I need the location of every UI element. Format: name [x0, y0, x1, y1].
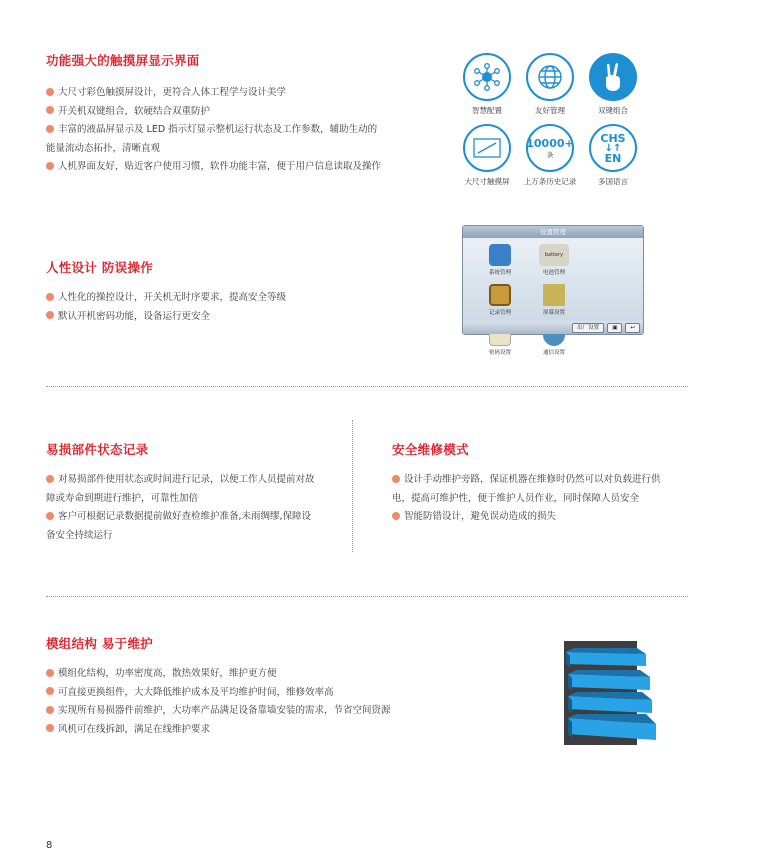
feature-multi-language	[578, 124, 648, 187]
feature-label: 双键组合	[598, 106, 628, 115]
section-heading-wear-parts-record: 易损部件状态记录	[46, 442, 149, 457]
divider	[46, 386, 688, 387]
feature-label: 友好管理	[535, 106, 565, 115]
vertical-divider	[352, 420, 353, 552]
bullet-dot-icon	[46, 162, 54, 170]
factory-settings-button: 出厂设置	[572, 323, 604, 333]
bullet-dot-icon	[46, 106, 54, 114]
feature-label: 上万条历史记录	[523, 177, 577, 186]
bullet-list-wear-parts-record	[46, 471, 318, 545]
bullet-dot-icon	[46, 687, 54, 695]
list-item: 默认开机密码功能，设备运行更安全	[46, 308, 386, 327]
list-item: 客户可根据记录数据提前做好查检维护准备,未雨绸缪,保障设备安全持续运行	[46, 511, 312, 541]
screen-app-battery: battery 电池管理	[527, 242, 581, 282]
record-book-icon	[489, 284, 511, 306]
feature-history-records	[515, 124, 585, 187]
module-cabinet-illustration	[562, 640, 662, 752]
screen-title: 设置管理	[463, 226, 643, 238]
screen-app-records: 记录管理	[473, 282, 527, 322]
list-item: 人机界面友好，贴近客户使用习惯，软件功能丰富，便于用户信息读取及操作	[46, 158, 382, 177]
bullet-list-safe-maintenance	[392, 471, 664, 527]
feature-friendly-management	[515, 53, 585, 116]
feature-smart-config	[452, 53, 522, 116]
list-item: 大尺寸彩色触摸屏设计，更符合人体工程学与设计美学	[46, 84, 382, 103]
list-item: 丰富的液晶屏显示及 LED 指示灯显示整机运行状态及工作参数，辅助生动的能量流动态拓扑，清晰直观	[46, 124, 378, 154]
screen-app-password: 密码设置	[473, 322, 527, 362]
records-counter-icon: 10000+ 条	[526, 124, 574, 172]
bullet-list-humanized-design	[46, 289, 386, 326]
two-finger-hand-icon	[589, 53, 637, 101]
list-item: 对易损部件使用状态或时间进行记录，以便工作人员提前对故障或寿命到期进行维护，可靠性加倍	[46, 474, 315, 504]
network-icon	[463, 53, 511, 101]
settings-screen-image	[462, 225, 644, 356]
bullet-dot-icon	[392, 512, 400, 520]
feature-dual-key	[578, 53, 648, 116]
list-item: 可直接更换组件，大大降低维护成本及平均维护时间，维修效率高	[46, 684, 466, 703]
battery-icon: battery	[539, 244, 569, 266]
feature-label: 大尺寸触摸屏	[464, 177, 510, 186]
screen-app-system: 系统管理	[473, 242, 527, 282]
system-folder-icon	[489, 244, 511, 266]
page-number: 8	[46, 840, 53, 851]
bullet-dot-icon	[46, 88, 54, 96]
monitor-icon	[543, 284, 565, 306]
feature-label: 多国语言	[598, 177, 628, 186]
list-item: 智能防错设计，避免误动造成的损失	[392, 508, 664, 527]
bullet-dot-icon	[46, 293, 54, 301]
bullet-list-touchscreen	[46, 84, 382, 177]
feature-large-touchscreen	[452, 124, 522, 187]
section-heading-modular-structure: 模组结构 易于维护	[46, 636, 154, 651]
bullet-list-modular-structure	[46, 665, 466, 739]
language-switch-icon: CHS ↓↑ EN	[589, 124, 637, 172]
bullet-dot-icon	[46, 311, 54, 319]
divider	[46, 596, 688, 597]
bullet-dot-icon	[392, 475, 400, 483]
feature-label: 智慧配置	[472, 106, 502, 115]
bullet-dot-icon	[46, 706, 54, 714]
screen-app-communication: 通信设置	[527, 322, 581, 362]
list-item: 人性化的操控设计，开关机无时序要求，提高安全等级	[46, 289, 386, 308]
list-item: 开关机双键组合，软硬结合双重防护	[46, 103, 382, 122]
section-heading-touchscreen: 功能强大的触摸屏显示界面	[46, 53, 200, 68]
touchscreen-icon	[463, 124, 511, 172]
section-heading-humanized-design: 人性设计 防误操作	[46, 260, 154, 275]
globe-icon	[526, 53, 574, 101]
bullet-dot-icon	[46, 475, 54, 483]
list-item: 风机可在线拆卸，满足在线维护要求	[46, 721, 466, 740]
screen-app-display: 屏幕设置	[527, 282, 581, 322]
section-heading-safe-maintenance: 安全维修模式	[392, 442, 469, 457]
bullet-dot-icon	[46, 125, 54, 133]
screenshot-icon: ▣	[607, 323, 622, 333]
list-item: 设计手动维护旁路，保证机器在维修时仍然可以对负载进行供电，提高可维护性，便于维护人员作业，同时保障人员安全	[392, 474, 661, 504]
list-item: 实现所有易损器件前维护，大功率产品满足设备靠墙安装的需求，节省空间资源	[46, 702, 466, 721]
bullet-dot-icon	[46, 512, 54, 520]
bullet-dot-icon	[46, 669, 54, 677]
bullet-dot-icon	[46, 724, 54, 732]
back-arrow-icon: ↩	[625, 323, 640, 333]
list-item: 模组化结构，功率密度高，散热效果好，维护更方便	[46, 665, 466, 684]
